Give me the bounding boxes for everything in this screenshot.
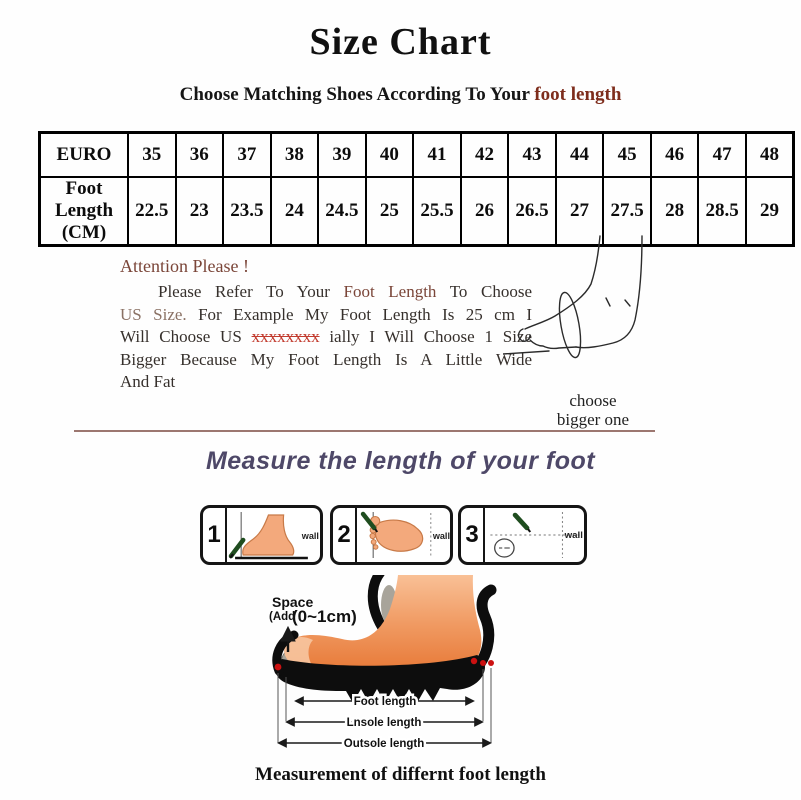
wall-label: wall (301, 531, 319, 541)
table-cell: 47 (698, 133, 746, 178)
table-cell: 43 (508, 133, 556, 178)
shoe-collar-outline (373, 575, 382, 627)
attention-line (120, 326, 532, 349)
table-cell: 46 (651, 133, 699, 178)
space-add-label: (Add (269, 611, 296, 623)
table-cell: 27.5 (603, 177, 651, 245)
sketch-leg-front (525, 236, 600, 329)
attention-text: For Example My Foot Length Is 25 cm I (198, 304, 532, 324)
step-3-illustration (485, 508, 584, 562)
table-cell: 23.5 (223, 177, 271, 245)
step-2-illustration (357, 508, 450, 562)
table-row-foot-length (40, 177, 794, 245)
insole-length-label: Lnsole length (346, 717, 422, 729)
table-cell: 26 (461, 177, 509, 245)
measure-step-1 (200, 505, 323, 565)
attention-highlight: Foot Length (343, 282, 437, 301)
subtitle (0, 84, 801, 106)
subtitle-highlight: foot length (534, 84, 622, 105)
heel-marker-dot (471, 658, 477, 664)
foot-side-view (243, 515, 294, 555)
note-line: choose (569, 391, 617, 410)
toe (371, 540, 376, 545)
table-cell: 39 (318, 133, 366, 178)
section-divider (74, 430, 655, 432)
table-cell: 24 (271, 177, 319, 245)
attention-text: To Choose (449, 282, 532, 301)
space-label: Space (272, 594, 314, 610)
table-cell: 35 (128, 133, 176, 178)
size-table (38, 131, 795, 247)
attention-line: And Fat (120, 372, 176, 391)
measure-step-2 (330, 505, 453, 565)
table-cell: 38 (271, 133, 319, 178)
attention-line (120, 304, 532, 327)
step-number: 1 (203, 508, 227, 562)
heel-marker-dot (480, 660, 486, 666)
toe-marker-dot (275, 664, 282, 671)
table-cell: 40 (366, 133, 414, 178)
table-cell: 25.5 (413, 177, 461, 245)
diagram-caption: Measurement of differnt foot length (255, 764, 546, 785)
crossed-out-text: xxxxxxxx (251, 327, 320, 346)
attention-line: Bigger Because My Foot Length Is A Little Wide (120, 349, 532, 369)
sketch-big-toe (519, 329, 530, 341)
table-cell: 42 (461, 133, 509, 178)
foot-length-label: Foot length (353, 696, 417, 708)
pen-icon (515, 515, 527, 528)
attention-heading: Attention Please ! (120, 256, 249, 276)
measure-step-3 (458, 505, 587, 565)
sketch-toes (530, 340, 576, 348)
table-cell: 37 (223, 133, 271, 178)
table-cell: 45 (603, 133, 651, 178)
table-cell: 22.5 (128, 177, 176, 245)
table-cell: 44 (556, 133, 604, 178)
foot-measurement-diagram (230, 575, 580, 760)
table-cell: 36 (176, 133, 224, 178)
page-title: Size Chart (309, 21, 492, 63)
pen-tip (528, 529, 530, 532)
step-1-illustration (227, 508, 320, 562)
toe (370, 533, 375, 538)
foot-top-view (375, 520, 422, 551)
wall-label: wall (432, 531, 450, 541)
attention-highlight: US Size. (120, 304, 187, 324)
toe (373, 545, 377, 549)
step-number: 2 (333, 508, 357, 562)
heel-marker-dot (488, 660, 494, 666)
sketch-ankle-mark (625, 300, 630, 306)
foot-profile-sketch (503, 228, 673, 378)
table-cell: 25 (366, 177, 414, 245)
table-cell: 41 (413, 133, 461, 178)
measure-section-heading: Measure the length of your foot (205, 447, 596, 475)
table-cell: 28 (651, 177, 699, 245)
wall-label: wall (564, 530, 583, 540)
table-cell: 28.5 (698, 177, 746, 245)
choose-bigger-note (537, 391, 649, 429)
table-cell: 29 (746, 177, 794, 245)
step-number: 3 (461, 508, 485, 562)
table-row-euro (40, 133, 794, 178)
table-cell: 23 (176, 177, 224, 245)
table-cell: 27 (556, 177, 604, 245)
attention-text: Please Refer To Your (158, 282, 330, 301)
table-cell: 24.5 (318, 177, 366, 245)
table-header-euro: EURO (40, 133, 129, 178)
attention-paragraph (120, 281, 532, 394)
attention-text: ially I Will Choose 1 Size (329, 327, 533, 346)
attention-line (120, 281, 532, 304)
sketch-ankle-mark (606, 298, 610, 306)
space-add-value: (0~1cm) (292, 607, 357, 626)
table-cell: 48 (746, 133, 794, 178)
note-line: bigger one (556, 410, 630, 429)
attention-text: Will Choose US (120, 327, 242, 346)
outsole-length-label: Outsole length (343, 738, 425, 750)
measuring-band (555, 291, 584, 359)
table-header-foot-length: Foot Length (CM) (40, 177, 129, 245)
sketch-pointer-line (503, 351, 549, 354)
table-cell: 26.5 (508, 177, 556, 245)
subtitle-text: Choose Matching Shoes According To Your (179, 84, 530, 105)
